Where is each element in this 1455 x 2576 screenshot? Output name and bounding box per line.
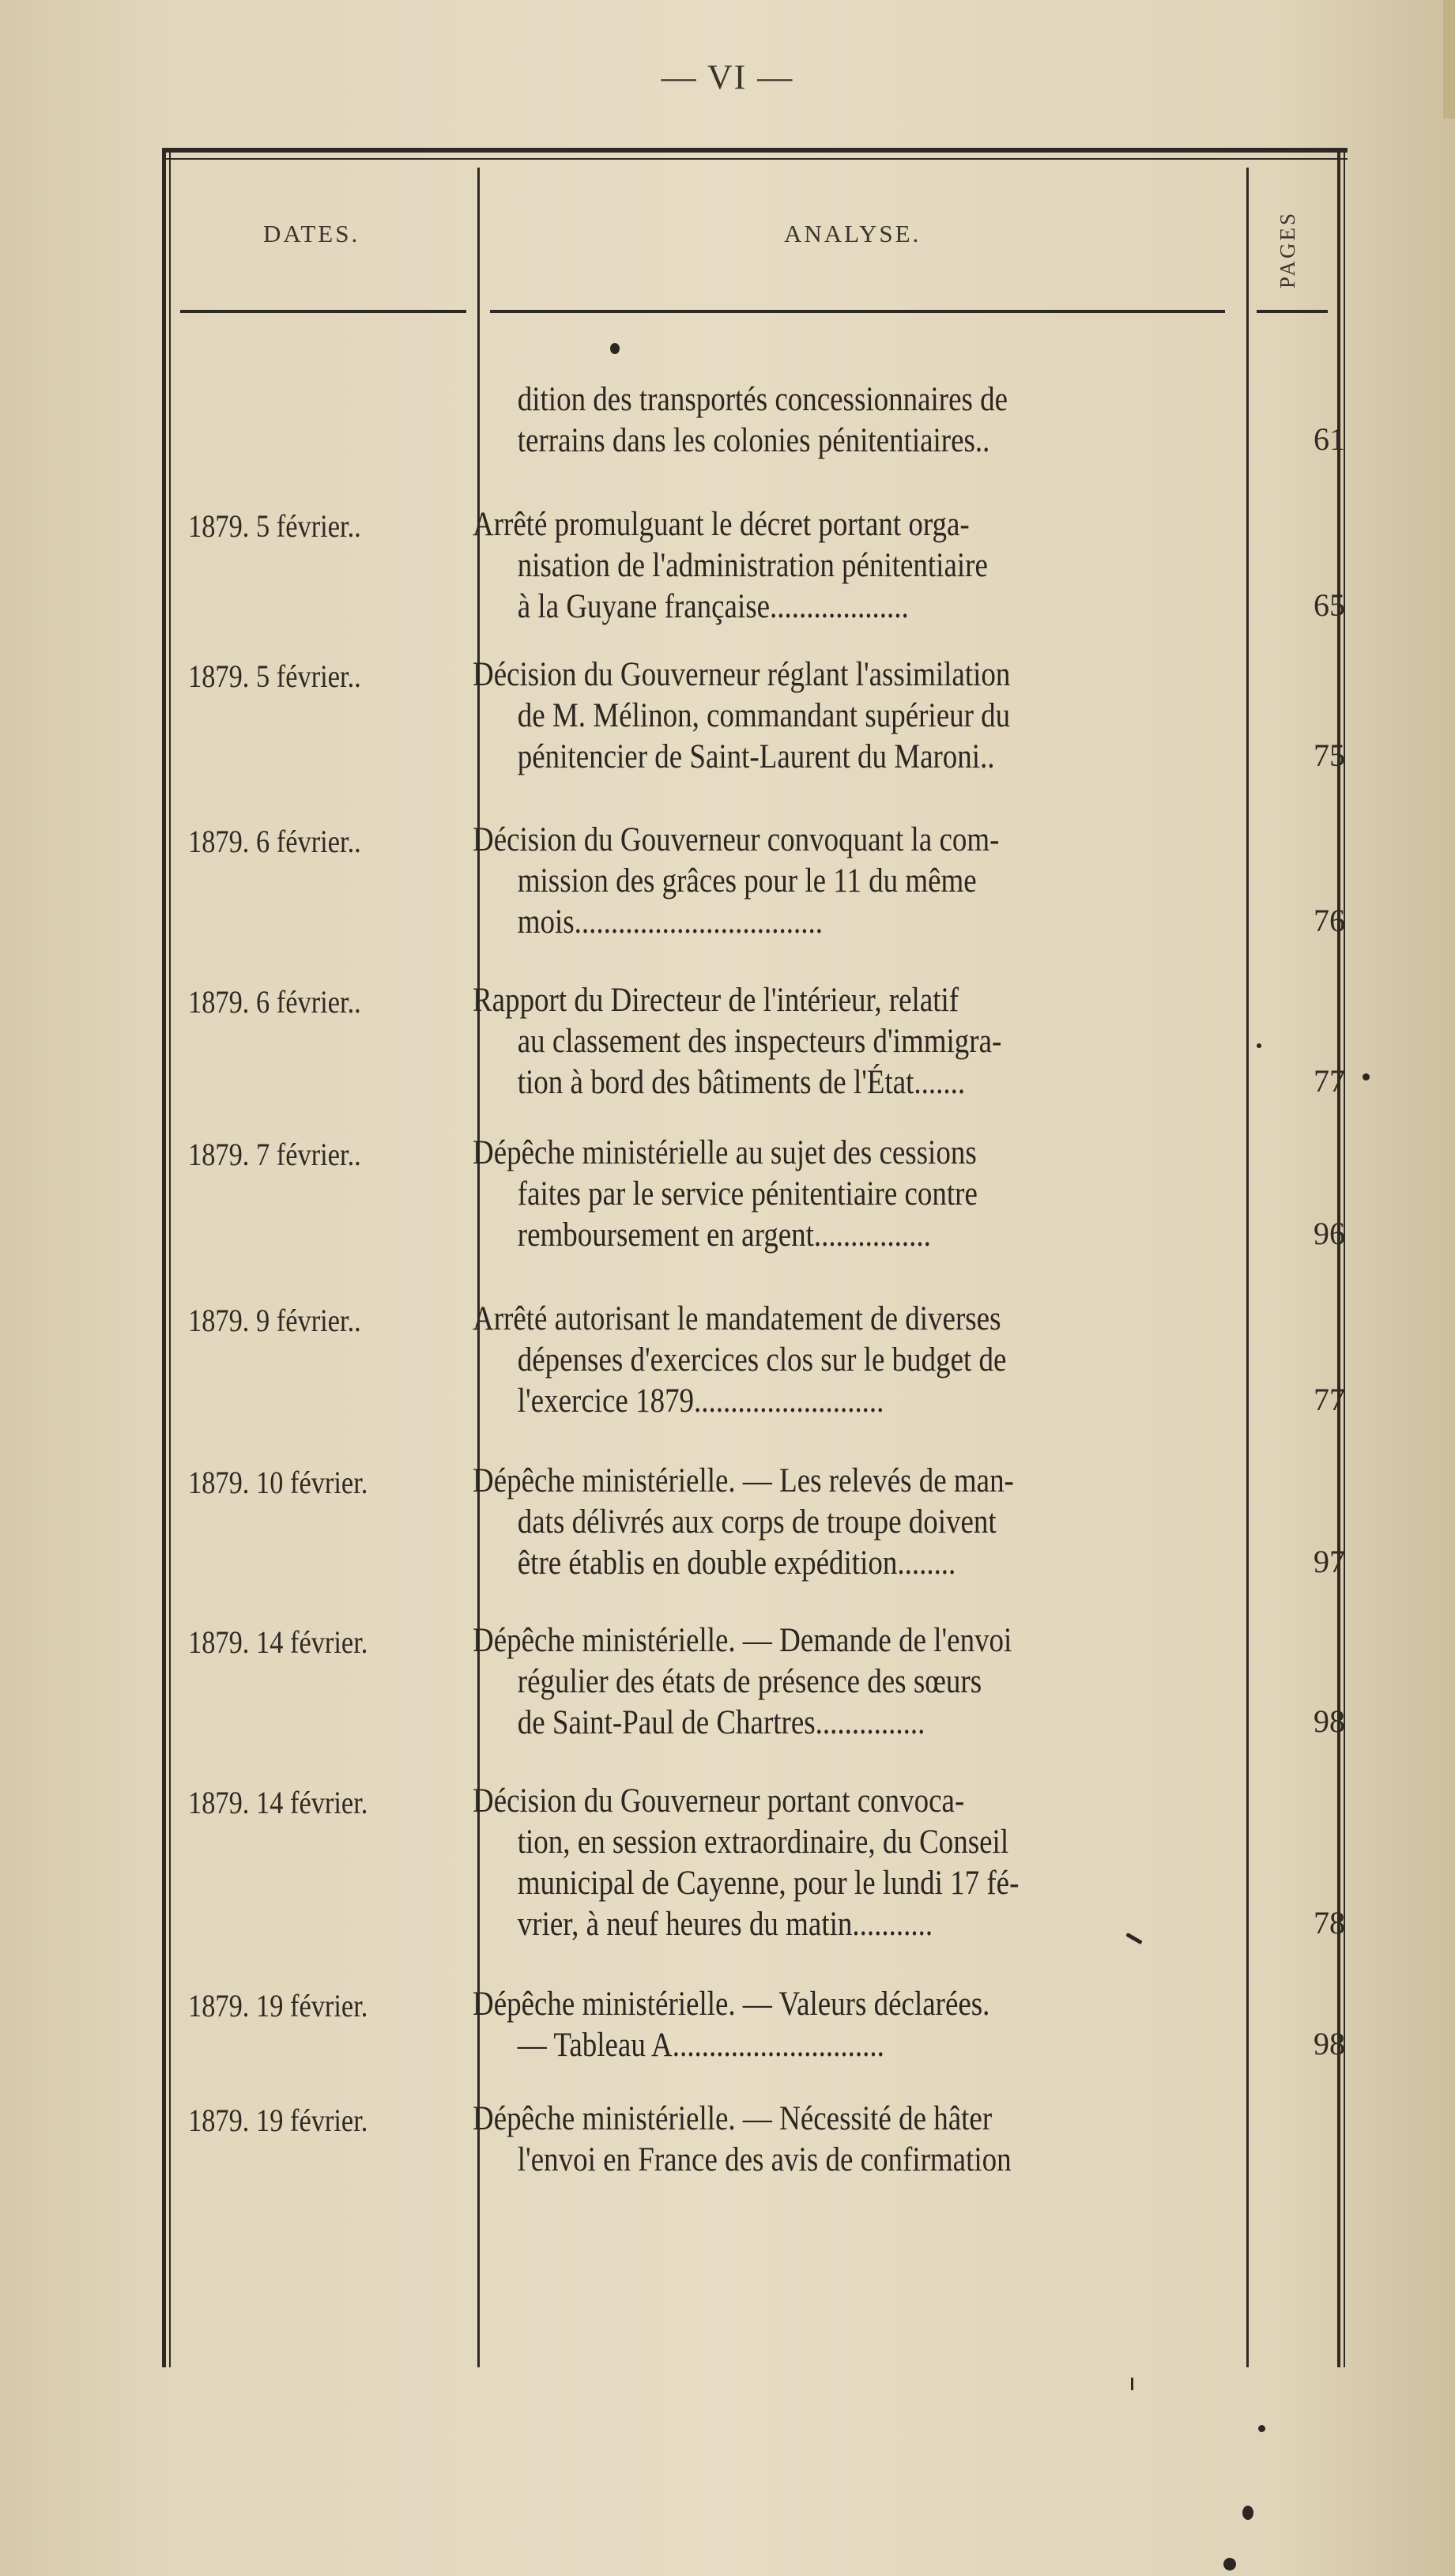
row-analysis	[473, 1620, 1239, 1744]
analysis-line: dats délivrés aux corps de troupe doivent	[517, 1503, 997, 1541]
table-left-border-inner	[169, 148, 171, 2367]
column-divider-pages	[1246, 168, 1249, 2367]
ink-speck	[1242, 2506, 1253, 2520]
row-date: 1879. 14 février.	[188, 1624, 368, 1660]
table-top-rule	[162, 148, 1348, 153]
binding-edge	[1443, 0, 1455, 119]
analysis-line: l'exercice 1879..........................	[517, 1382, 884, 1420]
analysis-line: mission des grâces pour le 11 du même	[517, 862, 977, 900]
row-page: 78	[1314, 1905, 1345, 1940]
header-rule-pages	[1257, 310, 1328, 313]
row-date: 1879. 19 février.	[188, 1988, 368, 2023]
ink-speck	[610, 343, 620, 354]
row-page: 98	[1314, 1703, 1345, 1739]
analysis-line: Décision du Gouverneur portant convoca-	[473, 1782, 965, 1820]
table-left-border	[162, 148, 166, 2367]
row-date: 1879. 6 février..	[188, 984, 361, 1020]
analysis-line: municipal de Cayenne, pour le lundi 17 fé-	[517, 1865, 1020, 1902]
analysis-line: Rapport du Directeur de l'intérieur, relatif	[473, 982, 959, 1019]
page-number: — VI —	[661, 58, 794, 96]
analysis-line: Dépêche ministérielle au sujet des cessions	[473, 1134, 977, 1171]
row-analysis	[473, 504, 1239, 628]
analysis-line: tion, en session extraordinaire, du Conseil	[517, 1824, 1009, 1861]
row-analysis	[473, 1984, 1239, 2066]
analysis-line: mois..................................	[517, 903, 824, 941]
row-date: 1879. 9 février..	[188, 1303, 361, 1338]
row-page: 65	[1314, 587, 1345, 623]
analysis-line: — Tableau A.............................	[517, 2027, 884, 2064]
analysis-line: être établis en double expédition........	[517, 1544, 956, 1582]
analysis-line: remboursement en argent................	[517, 1216, 931, 1254]
row-analysis	[473, 820, 1239, 943]
ink-speck	[1257, 1043, 1261, 1048]
row-page: 61	[1314, 421, 1345, 457]
row-date: 1879. 5 février..	[188, 508, 361, 544]
analysis-line: Dépêche ministérielle. — Les relevés de man-	[473, 1462, 1014, 1499]
ink-speck	[1363, 1073, 1370, 1081]
analysis-line: l'envoi en France des avis de confirmation	[517, 2141, 1012, 2178]
row-page: 77	[1314, 1382, 1345, 1417]
row-page: 97	[1314, 1544, 1345, 1579]
analysis-line: à la Guyane française...................	[517, 588, 909, 625]
analysis-line: dépenses d'exercices clos sur le budget de	[517, 1341, 1007, 1379]
analysis-line: tion à bord des bâtiments de l'État.......	[517, 1064, 966, 1101]
row-analysis	[473, 1461, 1239, 1584]
row-page: 98	[1314, 2026, 1345, 2061]
row-analysis	[473, 379, 1239, 462]
analysis-line: vrier, à neuf heures du matin...........	[517, 1906, 933, 1943]
analysis-line: Arrêté promulguant le décret portant orga-	[473, 506, 970, 543]
row-date: 1879. 7 février..	[188, 1137, 361, 1172]
analysis-line: de Saint-Paul de Chartres...............	[517, 1704, 925, 1741]
row-date: 1879. 14 février.	[188, 1785, 368, 1820]
analysis-line: Dépêche ministérielle. — Valeurs déclarées.	[473, 1986, 990, 2023]
ink-speck	[1223, 2558, 1236, 2570]
analysis-line: Arrêté autorisant le mandatement de diverses	[473, 1300, 1001, 1337]
row-analysis	[473, 980, 1239, 1103]
header-rule-analyse	[490, 310, 1225, 313]
analysis-line: Décision du Gouverneur convoquant la com-	[473, 821, 1000, 858]
row-analysis	[473, 654, 1239, 778]
analysis-line: pénitencier de Saint-Laurent du Maroni..	[517, 738, 995, 775]
row-date: 1879. 10 février.	[188, 1465, 368, 1500]
table-top-rule-thin	[162, 158, 1348, 160]
ink-speck	[1131, 2378, 1133, 2390]
header-pages: PAGES	[1276, 210, 1299, 289]
row-analysis	[473, 1781, 1239, 1945]
row-page: 76	[1314, 903, 1345, 938]
analysis-line: dition des transportés concessionnaires de	[517, 381, 1008, 418]
header-dates: DATES.	[263, 220, 360, 247]
row-page: 77	[1314, 1063, 1345, 1099]
row-date: 1879. 19 février.	[188, 2103, 368, 2138]
header-analyse: ANALYSE.	[784, 220, 922, 247]
analysis-line: Dépêche ministérielle. — Nécessité de hâter	[473, 2100, 993, 2137]
analysis-line: nisation de l'administration pénitentiaire	[517, 547, 988, 584]
header-rule-dates	[180, 310, 466, 313]
row-date: 1879. 6 février..	[188, 824, 361, 859]
analysis-line: Dépêche ministérielle. — Demande de l'envoi	[473, 1622, 1012, 1659]
analysis-line: au classement des inspecteurs d'immigra-	[517, 1023, 1002, 1060]
analysis-line: de M. Mélinon, commandant supérieur du	[517, 697, 1011, 734]
analysis-line: régulier des états de présence des sœurs	[517, 1663, 982, 1700]
row-analysis	[473, 1299, 1239, 1422]
row-page: 75	[1314, 737, 1345, 773]
row-page: 96	[1314, 1216, 1345, 1251]
ink-speck	[1258, 2425, 1265, 2432]
row-analysis	[473, 1133, 1239, 1256]
row-analysis	[473, 2099, 1239, 2181]
row-date: 1879. 5 février..	[188, 658, 361, 694]
analysis-line: Décision du Gouverneur réglant l'assimilation	[473, 656, 1011, 693]
analysis-line: terrains dans les colonies pénitentiaires..	[517, 422, 990, 459]
analysis-line: faites par le service pénitentiaire contre	[517, 1175, 978, 1213]
